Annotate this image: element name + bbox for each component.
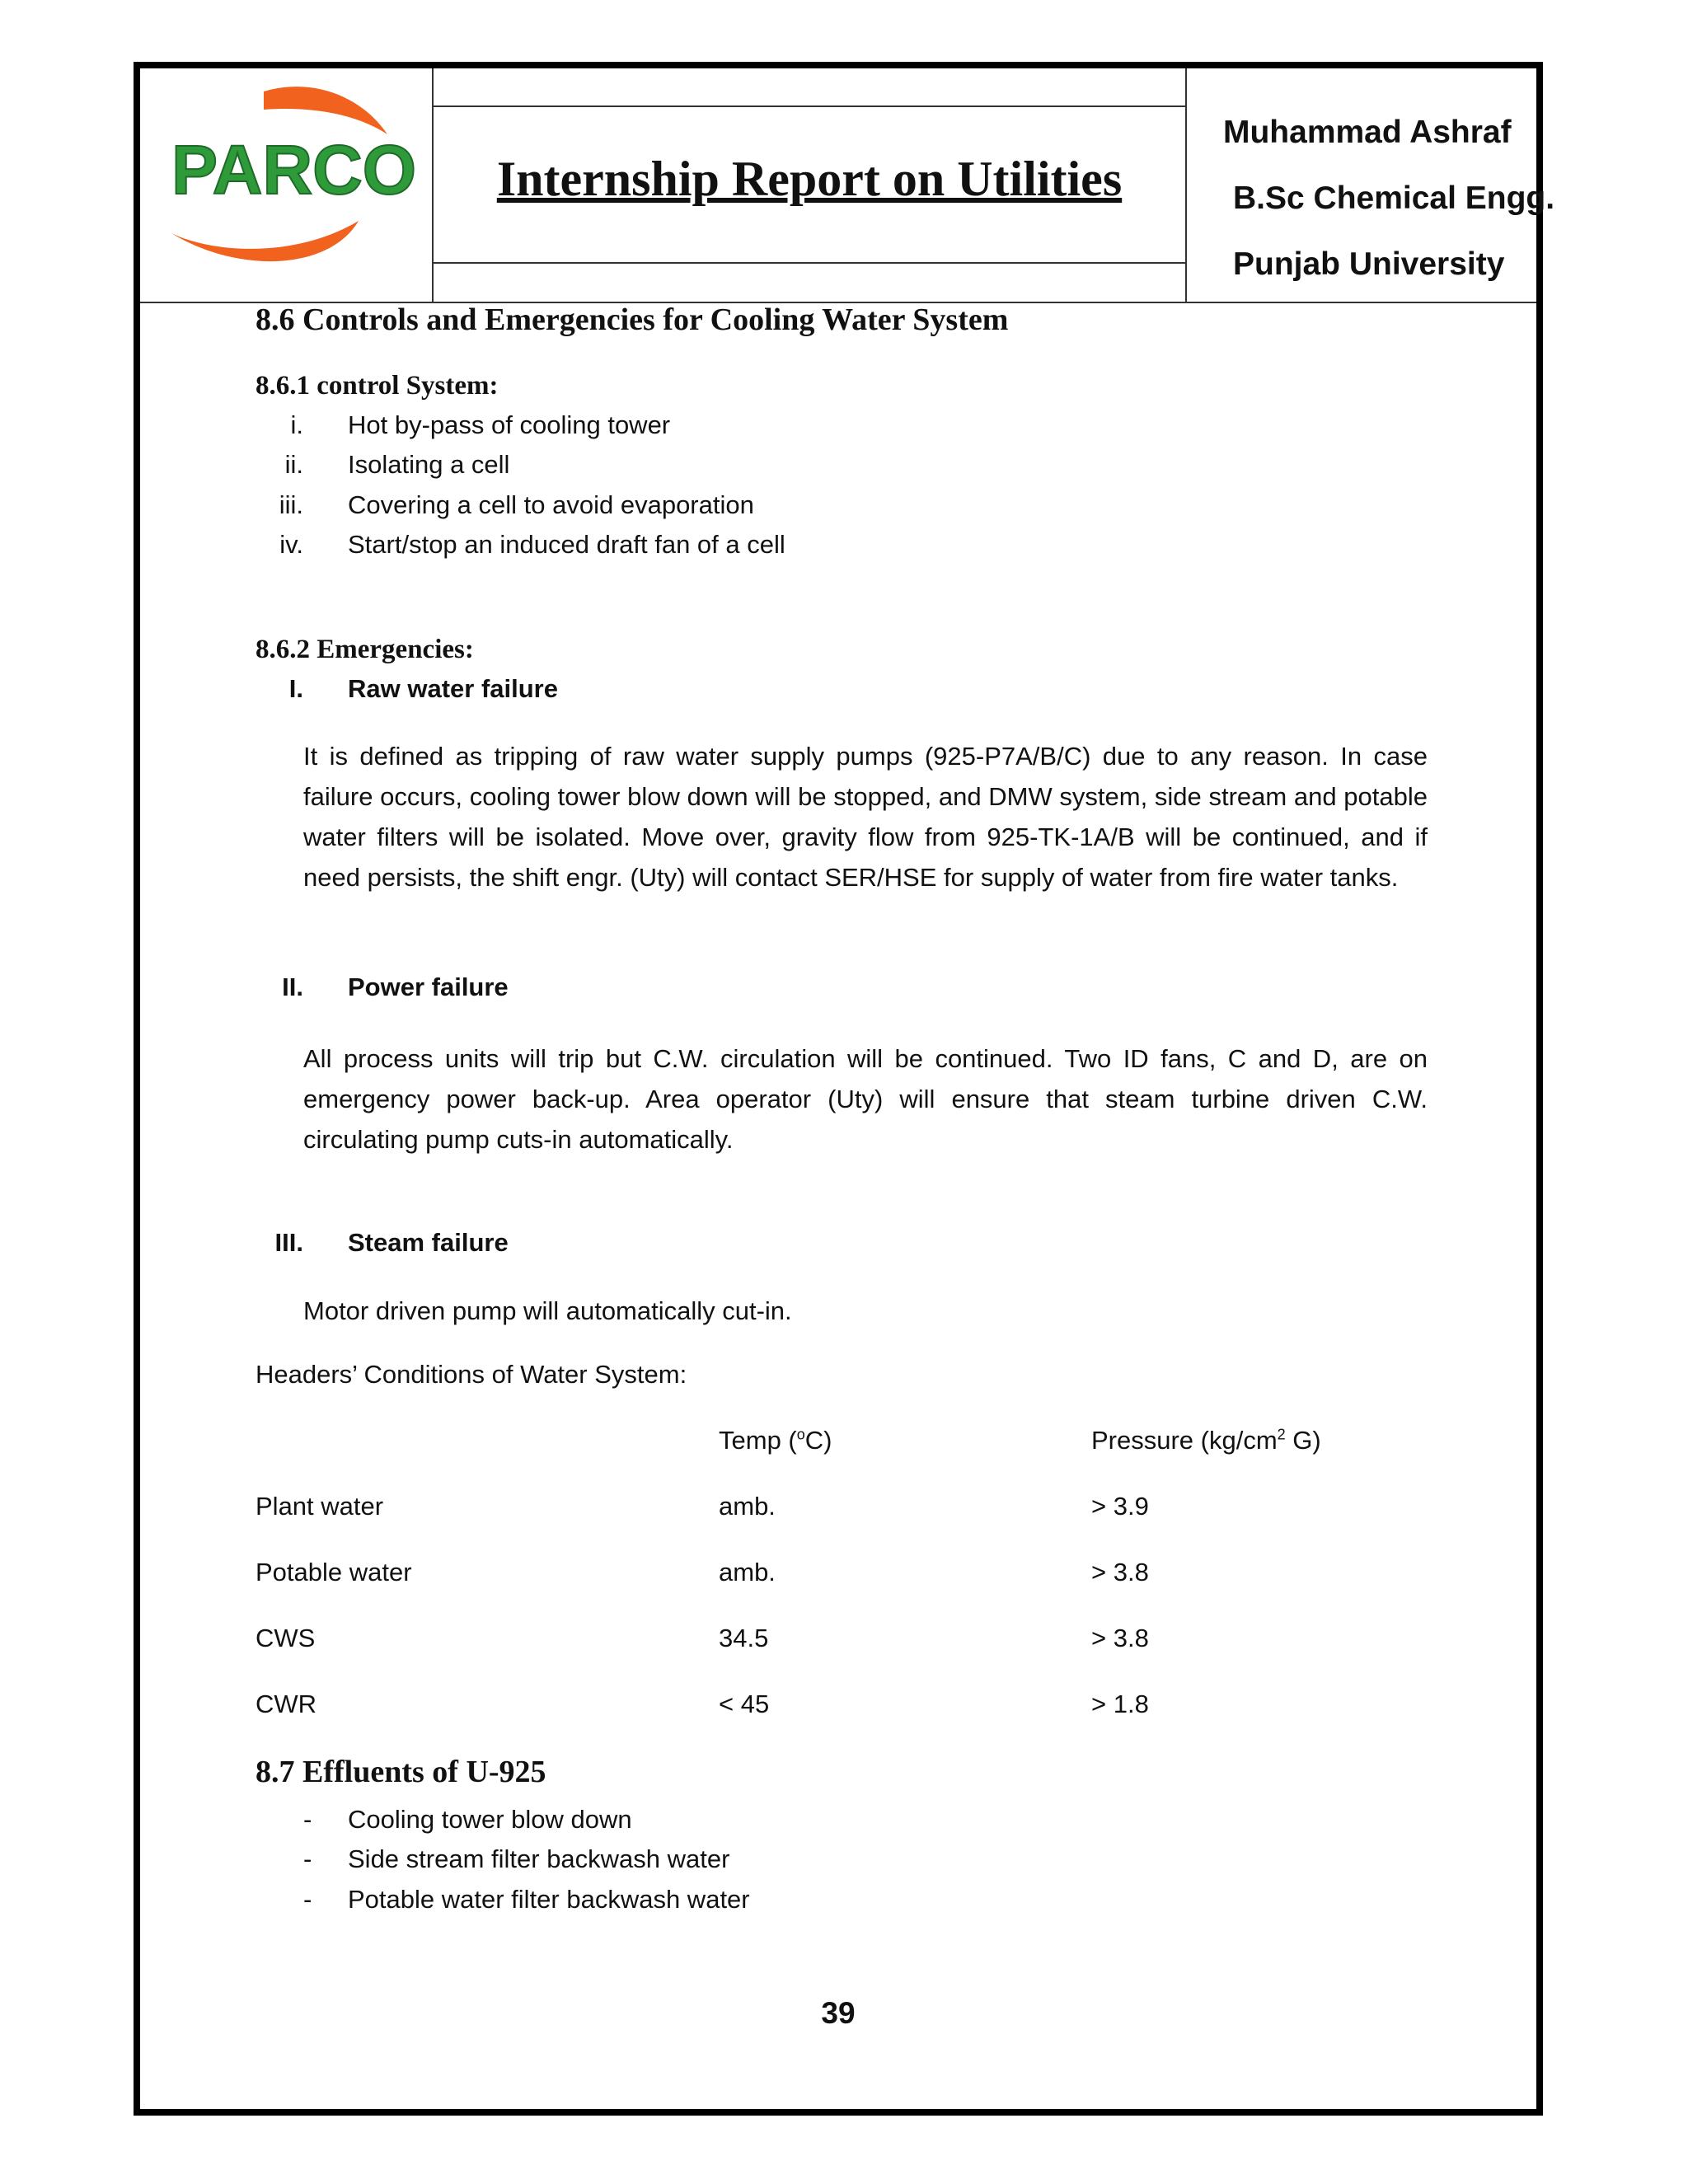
table-cell-temp: 34.5	[719, 1624, 769, 1652]
bullet-dash: -	[303, 1844, 312, 1873]
subsection-heading-emergencies: 8.6.2 Emergencies:	[256, 635, 474, 664]
bullet-dash: -	[303, 1885, 312, 1914]
list-item-number: iii.	[279, 490, 303, 519]
logo-text: PARCO	[171, 131, 417, 209]
emergency-title: Raw water failure	[348, 674, 558, 703]
emergency-title: Steam failure	[348, 1228, 509, 1257]
table-cell-name: Potable water	[256, 1558, 412, 1586]
table-cell-pressure: > 3.9	[1091, 1492, 1149, 1521]
list-item-number: i.	[290, 410, 303, 439]
bullet-item: Cooling tower blow down	[348, 1805, 632, 1834]
table-cell-name: CWS	[256, 1624, 316, 1652]
author-university: Punjab University	[1233, 246, 1505, 282]
emergency-body: It is defined as tripping of raw water supply pumps (925-P7A/B/C) due to any reason. In case failure occurs, cooling tower blow down will be stopped, and DMW system, side stream and potable water filters will be isolated. Move over, gravity flow from 925-TK-1A/B will be continued, and if need persists, the shift engr. (Uty) will contact SER/HSE for supply of water from fire water tanks.	[303, 742, 1428, 892]
table-cell-temp: < 45	[719, 1690, 770, 1718]
emergency-title: Power failure	[348, 972, 509, 1001]
table-caption: Headers’ Conditions of Water System:	[256, 1360, 687, 1389]
emergency-number: I.	[288, 674, 303, 703]
page-number: 39	[821, 1996, 856, 2030]
list-item-number: ii.	[284, 450, 303, 479]
report-title: Internship Report on Utilities	[496, 152, 1123, 206]
table-cell-pressure: > 1.8	[1091, 1690, 1149, 1718]
column-header-temp: Temp ($^o$C)	[719, 1426, 832, 1455]
table-cell-pressure: > 3.8	[1091, 1558, 1149, 1586]
section-heading-8-6: 8.6 Controls and Emergencies for Cooling Water System	[256, 302, 1009, 337]
emergency-body: All process units will trip but C.W. circulation will be continued. Two ID fans, C and D, are on emergency power back-up. Area operator (Uty) will ensure that steam turbine driven C.W. circulating pump cuts-in automatically.	[303, 1044, 1428, 1154]
bullet-item: Side stream filter backwash water	[348, 1844, 730, 1873]
table-cell-name: Plant water	[256, 1492, 384, 1521]
emergency-number: II.	[282, 972, 303, 1001]
table-cell-pressure: > 3.8	[1091, 1624, 1149, 1652]
author-name: Muhammad Ashraf	[1223, 115, 1512, 150]
author-degree: B.Sc Chemical Engg.	[1233, 180, 1555, 216]
list-item: Hot by-pass of cooling tower	[348, 410, 671, 439]
bullet-dash: -	[303, 1805, 312, 1834]
emergency-body: Motor driven pump will automatically cut-in.	[303, 1296, 792, 1325]
table-cell-temp: amb.	[719, 1492, 776, 1521]
bullet-item: Potable water filter backwash water	[348, 1885, 750, 1914]
section-heading-8-7: 8.7 Effluents of U-925	[256, 1755, 546, 1789]
column-header-pressure: Pressure ($kg/cm^2$ G)	[1091, 1426, 1321, 1455]
table-cell-temp: amb.	[719, 1558, 776, 1586]
list-item-number: iv.	[279, 530, 303, 559]
emergency-number: III.	[274, 1228, 303, 1257]
list-item: Isolating a cell	[348, 450, 510, 479]
list-item: Covering a cell to avoid evaporation	[348, 490, 754, 519]
subsection-heading-control: 8.6.1 control System:	[256, 371, 499, 401]
table-cell-name: CWR	[256, 1690, 317, 1718]
list-item: Start/stop an induced draft fan of a cell	[348, 530, 785, 559]
